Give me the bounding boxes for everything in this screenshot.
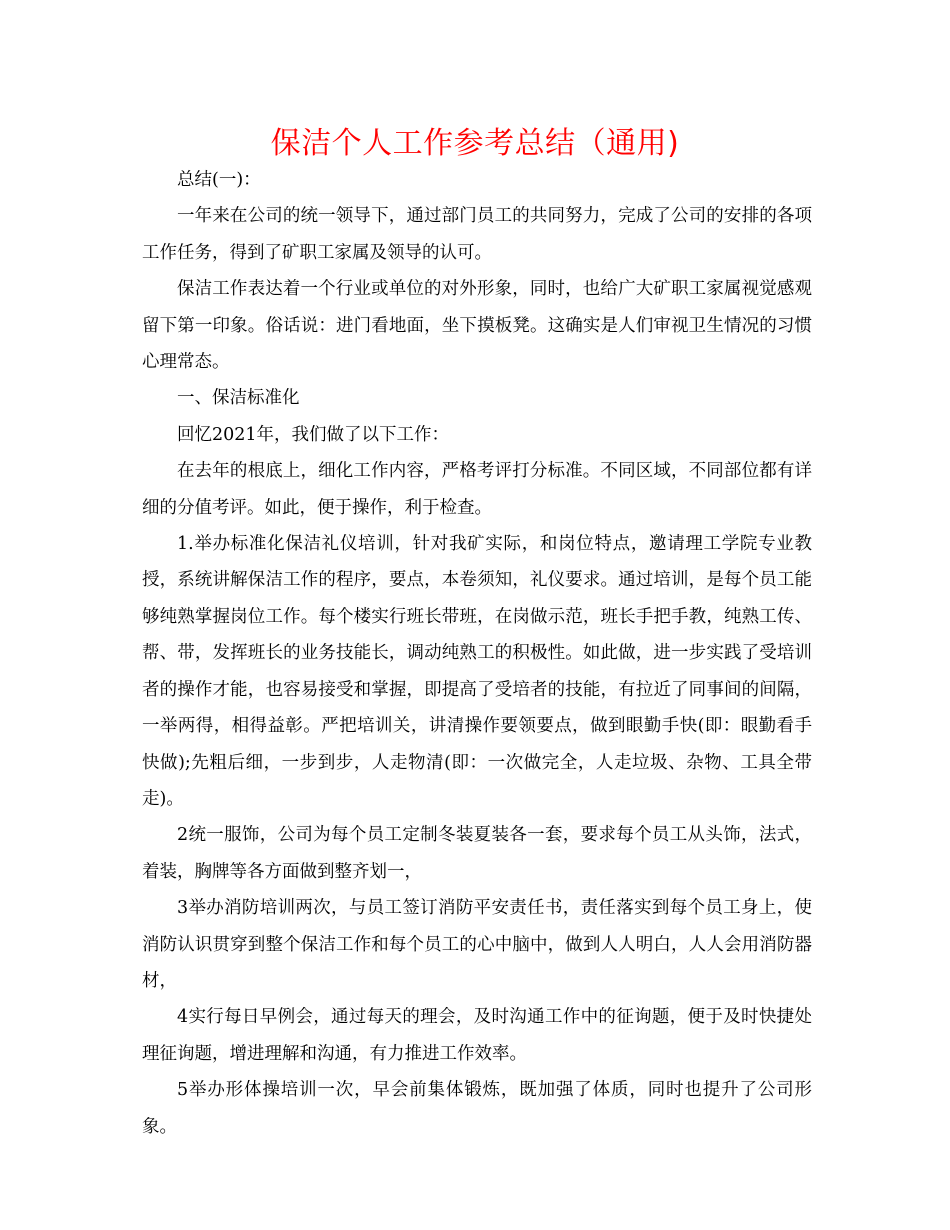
- paragraph-image: 保洁工作表达着一个行业或单位的对外形象，同时，也给广大矿职工家属视觉感观留下第一印象。俗话说：进门看地面，坐下摸板凳。这确实是人们审视卫生情况的习惯心理常态。: [142, 279, 812, 373]
- document-body: [142, 162, 812, 1145]
- paragraph-intro: 一年来在公司的统一领导下，通过部门员工的共同努力，完成了公司的安排的各项工作任务，得到了矿职工家属及领导的认可。: [142, 206, 812, 263]
- list-item-2-uniform: 2统一服饰，公司为每个员工定制冬装夏装各一套，要求每个员工从头饰，法式，着装，胸牌等各方面做到整齐划一，: [142, 825, 812, 882]
- paragraph-refinement: 在去年的根底上，细化工作内容，严格考评打分标准。不同区域，不同部位都有详细的分值考评。如此，便于操作，利于检查。: [142, 461, 812, 518]
- section-heading-standardization: 一、保洁标准化: [177, 388, 300, 409]
- document-title: 保洁个人工作参考总结（通用): [270, 126, 680, 161]
- paragraph-review: 回忆2021年，我们做了以下工作：: [177, 424, 450, 445]
- list-item-1-training: 1.举办标准化保洁礼仪培训，针对我矿实际，和岗位特点，邀请理工学院专业教授，系统讲解保洁工作的程序，要点，本卷须知，礼仪要求。通过培训，是每个员工能够纯熟掌握岗位工作。每个楼实行班长带班，在岗做示范，班长手把手教，纯熟工传、帮、带，发挥班长的业务技能长，调动纯熟工的积极性。如此做，进一步实践了受培训者的操作才能，也容易接受和掌握，即提高了受培者的技能，有拉近了同事间的间隔，一举两得，相得益彰。严把培训关，讲清操作要领要点，做到眼勤手快(即：眼勤看手快做);先粗后细，一步到步，人走物清(即：一次做完全，人走垃圾、杂物、工具全带走)。: [142, 534, 812, 809]
- paragraph-summary-heading: 总结(一)：: [177, 170, 261, 190]
- list-item-4-morning-meeting: 4实行每日早例会，通过每天的理会，及时沟通工作中的征询题，便于及时快捷处理征询题，增进理解和沟通，有力推进工作效率。: [142, 1007, 812, 1064]
- list-item-3-fire-safety: 3举办消防培训两次，与员工签订消防平安责任书，责任落实到每个员工身上，使消防认识贯穿到整个保洁工作和每个员工的心中脑中，做到人人明白，人人会用消防器材，: [142, 898, 812, 991]
- list-item-5-exercise: 5举办形体操培训一次，早会前集体锻炼，既加强了体质，同时也提升了公司形象。: [142, 1080, 812, 1137]
